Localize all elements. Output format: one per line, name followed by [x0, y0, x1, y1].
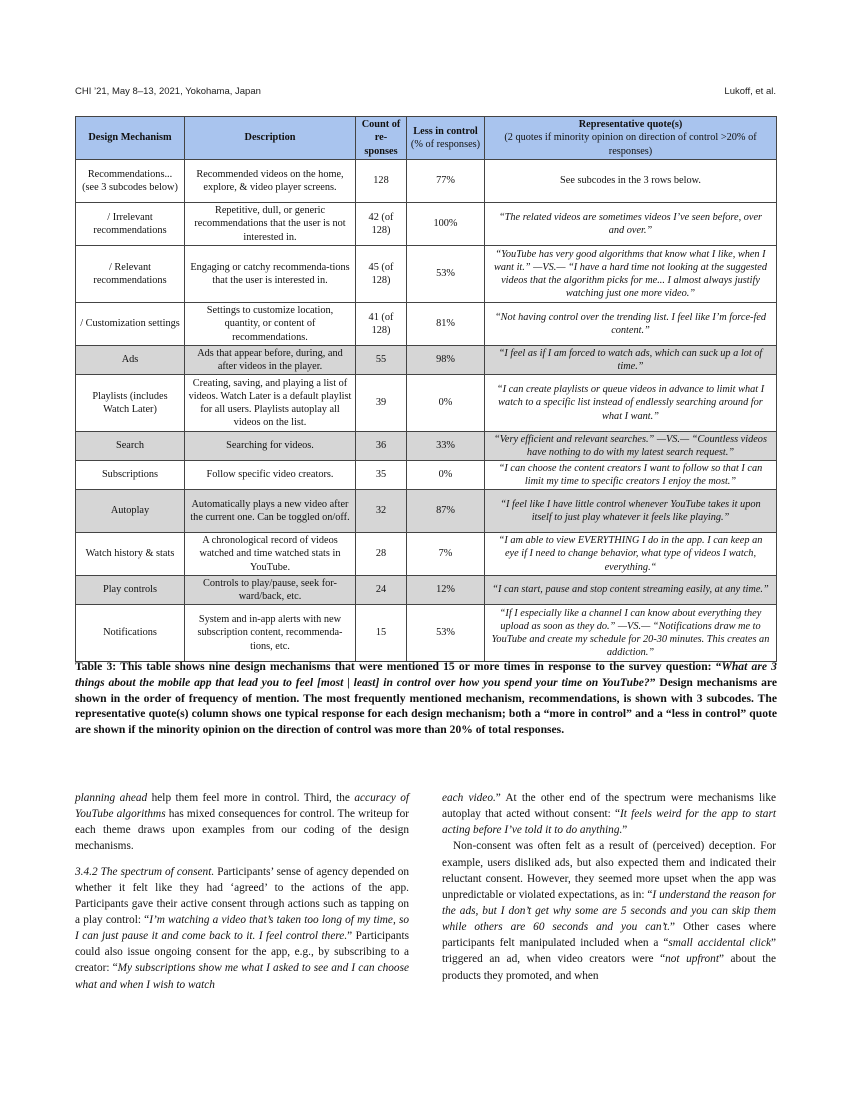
cell-quote: “I feel as if I am forced to watch ads, which can suck up a lot of time.” [485, 346, 777, 375]
header-venue: CHI ’21, May 8–13, 2021, Yokohama, Japan [75, 86, 261, 97]
cell-description: Engaging or catchy recommenda-tions that the user is interested in. [185, 246, 356, 303]
cell-less: 0% [407, 461, 485, 490]
cell-mechanism: Notifications [76, 605, 185, 662]
cell-count: 24 [356, 576, 407, 605]
cell-quote: “I can choose the content creators I want to follow so that I can limit my time to specific creators I enjoy the most.” [485, 461, 777, 490]
body-column-left [75, 790, 409, 993]
header-less-in-control: Less in control (% of responses) [407, 117, 485, 160]
cell-quote: “I am able to view EVERYTHING I do in the app. I can keep an eye if I need to change behavior, what type of videos I watch, everything.“ [485, 533, 777, 576]
design-mechanisms-table [75, 116, 777, 662]
cell-quote: “I feel like I have little control whenever YouTube takes it upon itself to just play whatever it feels like playing.” [485, 490, 777, 533]
cell-quote: “Not having control over the trending list. I feel like I’m force-fed content.” [485, 303, 777, 346]
cell-count: 28 [356, 533, 407, 576]
cell-count: 128 [356, 160, 407, 203]
cell-mechanism: Subscriptions [76, 461, 185, 490]
table-header-row [76, 117, 777, 160]
paragraph: planning ahead help them feel more in control. Third, the accuracy of YouTube algorithms has mixed consequences for control. The writeup for each theme draws upon examples from our coding of the design mechanisms. [75, 792, 410, 853]
table-row [76, 432, 777, 461]
table-row [76, 346, 777, 375]
table-caption: Table 3: This table shows nine design mechanisms that were mentioned 15 or more times in response to the survey question: “What are 3 things about the mobile app that lead you to feel [most | least] in control over how you spend your time on YouTube?” Design mechanisms are shown in the order of frequency of mention. The most frequently mentioned mechanism, recommendations, is shown with 3 subcodes. The representative quote(s) column shows one typical response for each design mechanism; both a “more in control” and a “less in control” quote are shown if the minority opinion on the direction of control was more than 20% of total responses. [75, 660, 777, 737]
cell-less: 0% [407, 375, 485, 432]
cell-description: Recommended videos on the home, explore, & video player screens. [185, 160, 356, 203]
cell-mechanism: / Customization settings [76, 303, 185, 346]
cell-quote: “If I especially like a channel I can know about everything they upload as soon as they do.” —VS.— “Notifications draw me to YouTube and create my schedule for 20-30 minutes. This creates an addiction.” [485, 605, 777, 662]
table-row [76, 246, 777, 303]
cell-less: 53% [407, 246, 485, 303]
cell-description: Searching for videos. [185, 432, 356, 461]
table-row [76, 461, 777, 490]
cell-less: 98% [407, 346, 485, 375]
table-row [76, 303, 777, 346]
cell-count: 32 [356, 490, 407, 533]
cell-less: 33% [407, 432, 485, 461]
cell-count: 36 [356, 432, 407, 461]
cell-quote: “I can start, pause and stop content streaming easily, at any time.” [485, 576, 777, 605]
header-count: Count of re-sponses [356, 117, 407, 160]
cell-count: 35 [356, 461, 407, 490]
cell-mechanism: / Relevant recommendations [76, 246, 185, 303]
cell-mechanism: Search [76, 432, 185, 461]
table-row [76, 160, 777, 203]
table-row [76, 375, 777, 432]
cell-count: 15 [356, 605, 407, 662]
section-heading: 3.4.2 The spectrum of consent. [75, 865, 215, 878]
header-authors: Lukoff, et al. [724, 86, 776, 97]
cell-description: Settings to customize location, quantity, or content of recommendations. [185, 303, 356, 346]
cell-mechanism: Play controls [76, 576, 185, 605]
cell-less: 87% [407, 490, 485, 533]
cell-count: 42 (of 128) [356, 203, 407, 246]
cell-quote: “I can create playlists or queue videos in advance to limit what I watch to a specific list instead of endlessly searching around for what I want.” [485, 375, 777, 432]
cell-quote: “Very efficient and relevant searches.” —VS.— “Countless videos have nothing to do with my latest search request.” [485, 432, 777, 461]
paragraph: 3.4.2 The spectrum of consent. Participants’ sense of agency depended on whether it felt like they had ‘agreed’ to the actions of the app. Participants gave their active consent through actions such as tapping on a play control: “I’m watching a video that’s taken too long of my time, so I can just pause it and come back to it. I feel control there.” Participants could also issue ongoing consent for the app, e.g., by subscribing to a creator: “My subscriptions show me what I asked to see and I can choose what and when I wish to watch [75, 865, 410, 991]
cell-less: 7% [407, 533, 485, 576]
cell-mechanism: Ads [76, 346, 185, 375]
cell-mechanism: Playlists (includes Watch Later) [76, 375, 185, 432]
cell-mechanism: Watch history & stats [76, 533, 185, 576]
cell-description: Automatically plays a new video after the current one. Can be toggled on/off. [185, 490, 356, 533]
cell-less: 12% [407, 576, 485, 605]
cell-less: 77% [407, 160, 485, 203]
paragraph: Non-consent was often felt as a result of (perceived) deception. For example, users disliked ads, but also expected them and indicated their reluctant consent. However, they seemed more upset when the app was unpredictable or violated expectations, as in: “I understand the reason for the ads, but I don’t get why some are 5 seconds and you can skip them while others are 60 seconds and you can’t.” Other cases where participants felt manipulated included when a “small accidental click” triggered an ad, when video creators were “not upfront” about the products they promoted, and when [442, 840, 777, 982]
cell-mechanism: Recommendations... (see 3 subcodes below) [76, 160, 185, 203]
cell-description: System and in-app alerts with new subscription content, recommenda-tions, etc. [185, 605, 356, 662]
cell-count: 45 (of 128) [356, 246, 407, 303]
cell-count: 55 [356, 346, 407, 375]
cell-description: Follow specific video creators. [185, 461, 356, 490]
cell-description: Controls to play/pause, seek for-ward/back, etc. [185, 576, 356, 605]
table-row [76, 533, 777, 576]
cell-quote: “YouTube has very good algorithms that know what I like, when I want it.” —VS.— “I have a hard time not looking at the suggested videos that the algorithm picks for me... I almost always justify watching just one more video.” [485, 246, 777, 303]
cell-less: 100% [407, 203, 485, 246]
table-row [76, 576, 777, 605]
header-quote: Representative quote(s) (2 quotes if minority opinion on direction of control >20% of responses) [485, 117, 777, 160]
cell-description: A chronological record of videos watched and time watched stats in YouTube. [185, 533, 356, 576]
cell-description: Repetitive, dull, or generic recommendations that the user is not interested in. [185, 203, 356, 246]
survey-question: What are 3 things about the mobile app that lead you to feel [most | least] in control over how you spend your time on YouTube? [75, 660, 777, 689]
cell-count: 41 (of 128) [356, 303, 407, 346]
header-mechanism: Design Mechanism [76, 117, 185, 160]
body-column-right [442, 790, 776, 984]
cell-quote: See subcodes in the 3 rows below. [485, 160, 777, 203]
cell-less: 53% [407, 605, 485, 662]
cell-description: Ads that appear before, during, and after videos in the player. [185, 346, 356, 375]
cell-quote: “The related videos are sometimes videos I’ve seen before, over and over.” [485, 203, 777, 246]
cell-count: 39 [356, 375, 407, 432]
paragraph: each video.” At the other end of the spectrum were mechanisms like autoplay that acted without consent: “It feels weird for the app to start acting before I’ve told it to do anything.” [442, 792, 776, 837]
cell-less: 81% [407, 303, 485, 346]
table-row [76, 490, 777, 533]
cell-mechanism: Autoplay [76, 490, 185, 533]
cell-mechanism: / Irrelevant recommendations [76, 203, 185, 246]
header-description: Description [185, 117, 356, 160]
table-row [76, 605, 777, 662]
cell-description: Creating, saving, and playing a list of videos. Watch Later is a default playlist for all users. Playlists autoplay all videos on the list. [185, 375, 356, 432]
table-row [76, 203, 777, 246]
